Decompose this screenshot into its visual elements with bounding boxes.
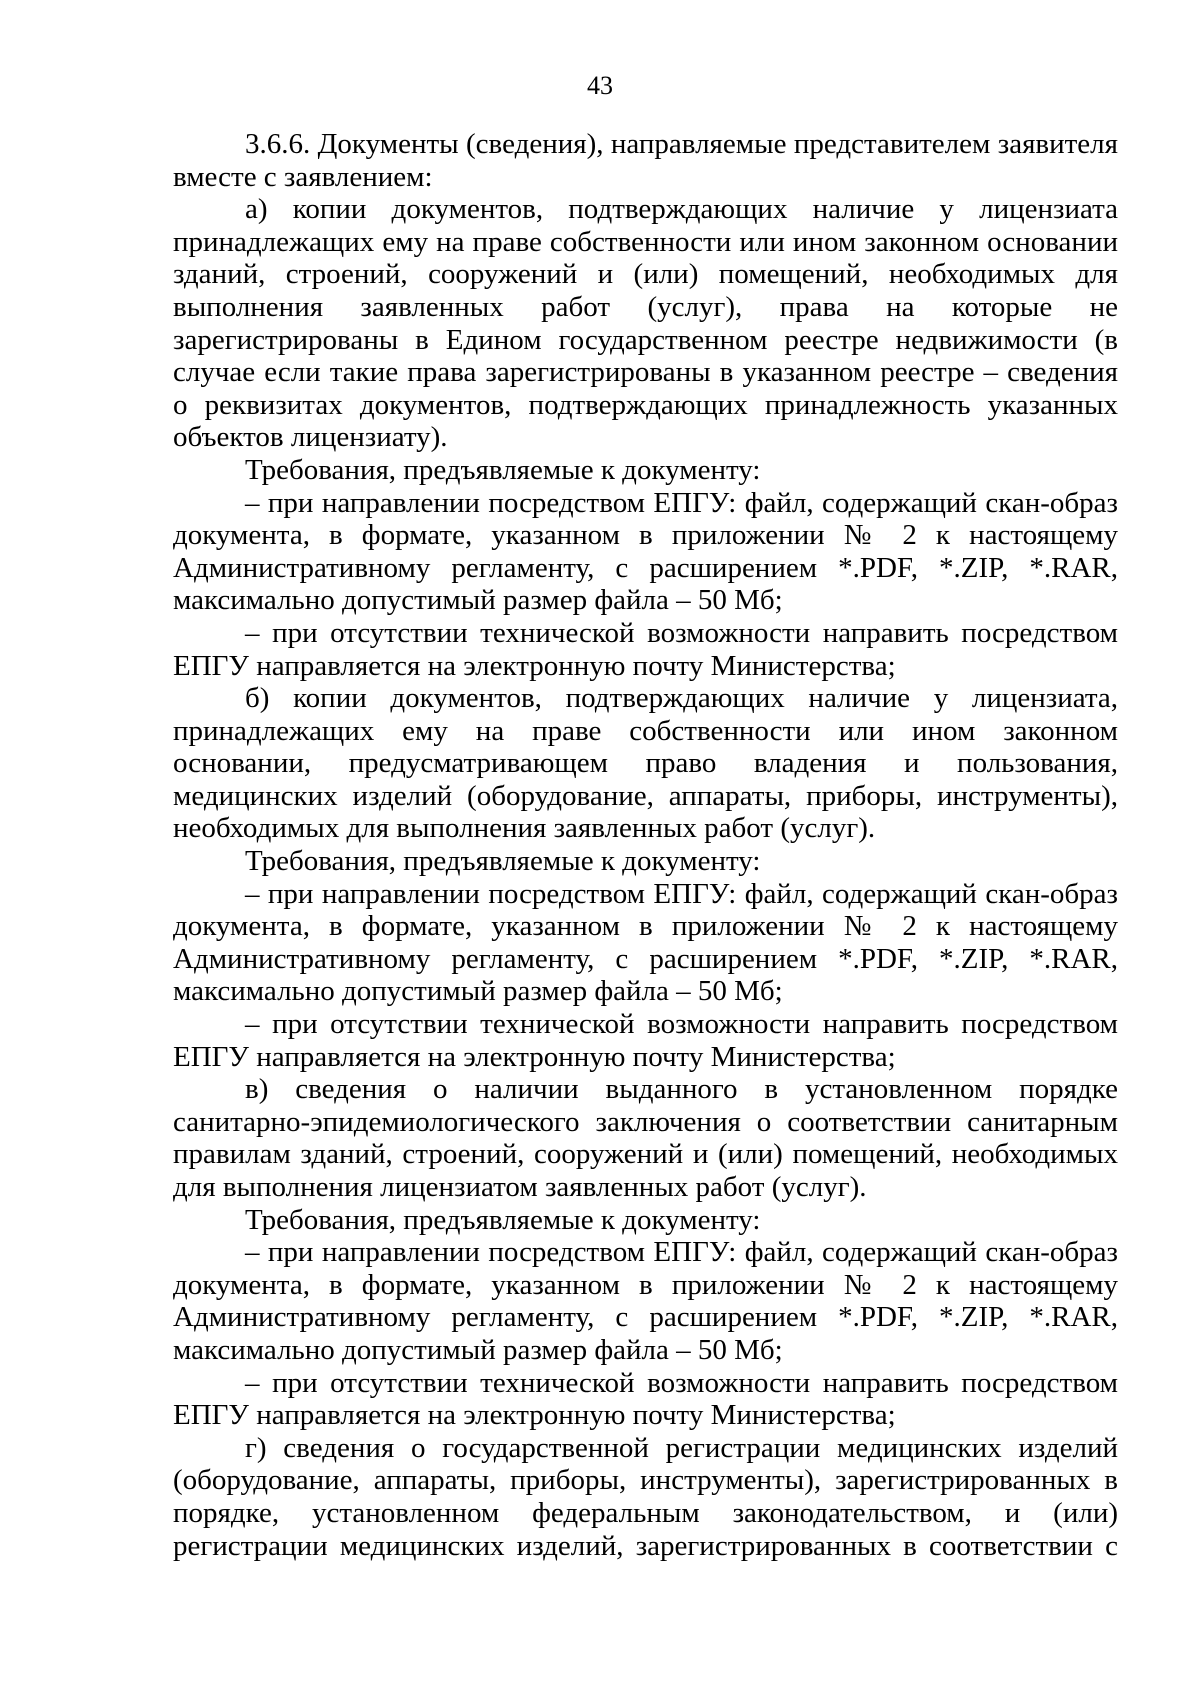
paragraph-email-rule-v: – при отсутствии технической возможности направить посредством ЕПГУ направляется на электронную почту Министерства;: [173, 1366, 1118, 1432]
document-body: [173, 128, 1118, 1562]
paragraph-requirements-b: Требования, предъявляемые к документу:: [245, 845, 761, 878]
paragraph-email-rule-b: – при отсутствии технической возможности направить посредством ЕПГУ направляется на электронную почту Министерства;: [173, 1008, 1118, 1073]
paragraph-email-rule-a: – при отсутствии технической возможности направить посредством ЕПГУ направляется на электронную почту Министерства;: [173, 616, 1118, 682]
paragraph-item-b: б) копии документов, подтверждающих наличие у лицензиата, принадлежащих ему на праве собственности или ином законном основании, предусматривающем право владения и пользования, медицинских изделий (оборудование, аппараты, приборы, инструменты), необходимых для выполнения заявленных работ (услуг).: [173, 682, 1118, 845]
paragraph-item-a: а) копии документов, подтверждающих наличие у лицензиата принадлежащих ему на праве собственности или ином законном основании зданий, строений, сооружений и (или) помещений, необходимых для выполнения заявленных работ (услуг), права на которые не зарегистрированы в Едином государственном реестре недвижимости (в случае если такие права зарегистрированы в указанном реестре – сведения о реквизитах документов, подтверждающих принадлежность указанных объектов лицензиату).: [173, 193, 1118, 454]
paragraph-3-6-6-heading: 3.6.6. Документы (сведения), направляемые представителем заявителя вместе с заявлением:: [173, 128, 1118, 193]
paragraph-epgu-rule-a: – при направлении посредством ЕПГУ: файл, содержащий скан-образ документа, в формате, указанном в приложении № 2 к настоящему Административному регламенту, с расширением *.PDF, *.ZIP, *.RAR, максимально допустимый размер файла – 50 Мб;: [173, 486, 1118, 617]
paragraph-requirements-a: Требования, предъявляемые к документу:: [245, 453, 761, 486]
paragraph-requirements-v: Требования, предъявляемые к документу:: [245, 1203, 761, 1236]
page-number: 43: [587, 71, 613, 100]
paragraph-item-v: в) сведения о наличии выданного в установленном порядке санитарно-эпидемиологического заключения о соответствии санитарным правилам зданий, строений, сооружений и (или) помещений, необходимых для выполнения лицензиатом заявленных работ (услуг).: [173, 1073, 1118, 1203]
paragraph-epgu-rule-b: – при направлении посредством ЕПГУ: файл, содержащий скан-образ документа, в формате, указанном в приложении № 2 к настоящему Административному регламенту, с расширением *.PDF, *.ZIP, *.RAR, максимально допустимый размер файла – 50 Мб;: [173, 877, 1118, 1008]
paragraph-item-g: г) сведения о государственной регистрации медицинских изделий (оборудование, аппараты, приборы, инструменты), зарегистрированных в порядке, установленном федеральным законодательством, и (или) регистрации медицинских изделий, зарегистрированных в соответствии с: [173, 1431, 1118, 1562]
paragraph-epgu-rule-v: – при направлении посредством ЕПГУ: файл, содержащий скан-образ документа, в формате, указанном в приложении № 2 к настоящему Административному регламенту, с расширением *.PDF, *.ZIP, *.RAR, максимально допустимый размер файла – 50 Мб;: [173, 1236, 1118, 1366]
